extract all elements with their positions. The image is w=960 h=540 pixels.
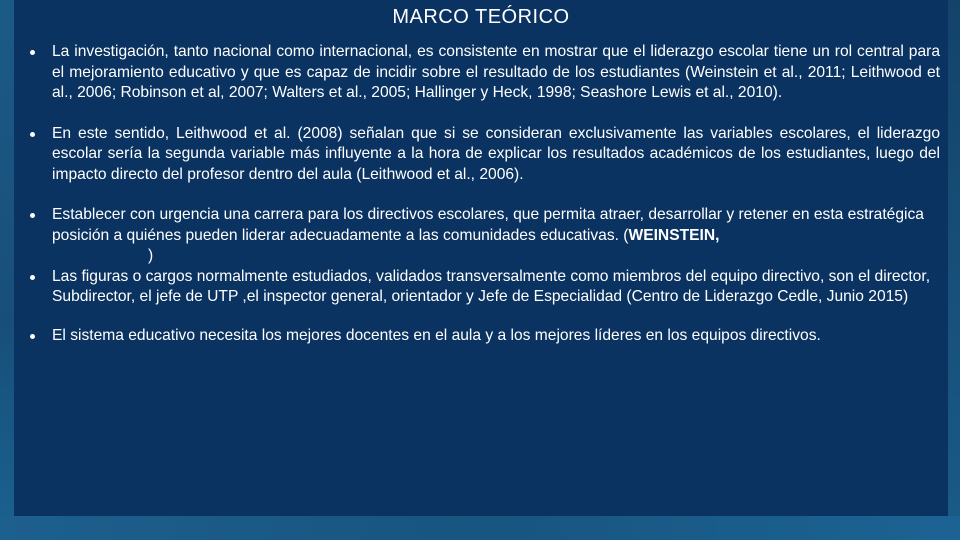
bullet-item [28, 267, 940, 308]
bullet-list [28, 42, 940, 366]
slide-title: MARCO TEÓRICO [392, 6, 570, 28]
left-accent-band [0, 0, 14, 540]
bullet-text: El sistema educativo necesita los mejores docentes en el aula y a los mejores líderes en los equipos directivos. [52, 326, 821, 344]
bullet-dot-icon [30, 275, 35, 280]
bullet-dot-icon [30, 132, 35, 137]
bottom-accent-band [0, 516, 960, 540]
content-panel [14, 0, 948, 516]
bullet-text: La investigación, tanto nacional como internacional, es consistente en mostrar que el liderazgo escolar tiene un rol central para el mejoramiento educativo y que es capaz de incidir sobre el resultado de los estudiantes (Weinstein et al., 2011; Leithwood et al., 2006; Robinson et al, 2007; Walters et al., 2005; Hallinger y Heck, 1998; Seashore Lewis et al., 2010). [52, 43, 940, 101]
bullet-text: Establecer con urgencia una carrera para los directivos escolares, que permita atraer, desarrollar y retener en esta estratégica posición a quiénes pueden liderar adecuadamente a las comunidades educativas. ( [52, 206, 924, 244]
bullet-item [28, 205, 940, 267]
bullet-dot-icon [30, 50, 35, 55]
bullet-closing: ) [148, 247, 154, 264]
bullet-text: Las figuras o cargos normalmente estudiados, validados transversalmente como miembros del equipo directivo, son el director, Subdirector, el jefe de UTP ,el inspector general, orientador y Jefe de Especialidad (Centro de Liderazgo Cedle, Junio 2015) [52, 267, 931, 305]
bullet-item [28, 42, 940, 104]
bullet-dot-icon [30, 334, 35, 339]
bullet-item [28, 326, 940, 347]
bullet-text: En este sentido, Leithwood et al. (2008) señalan que si se consideran exclusivamente las variables escolares, el liderazgo escolar sería la segunda variable más influyente a la hora de explicar los resultados académicos de los estudiantes, luego del impacto directo del profesor dentro del aula (Leithwood et al., 2006). [52, 124, 940, 183]
bullet-item [28, 124, 940, 186]
bullet-dot-icon [30, 213, 35, 218]
right-accent-band [948, 0, 960, 540]
bullet-bold-author: WEINSTEIN, [628, 226, 720, 244]
